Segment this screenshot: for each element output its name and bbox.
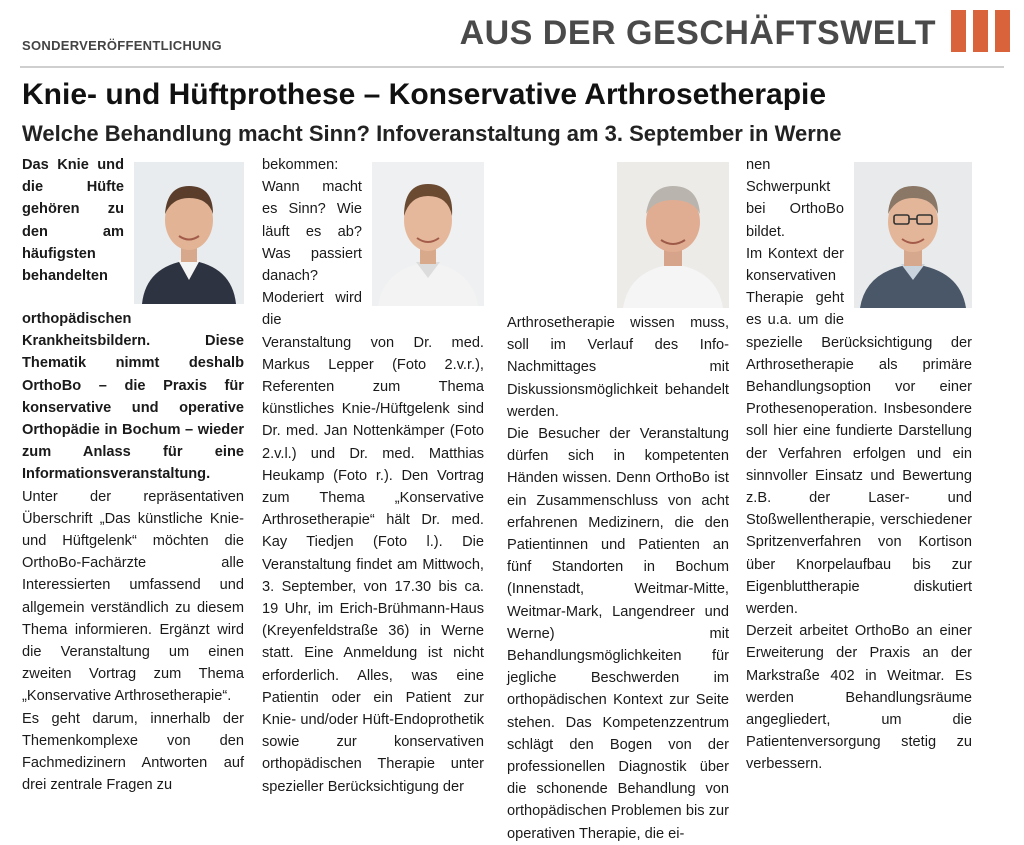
article-paragraph: Derzeit arbeitet OrthoBo an einer Erweiterung der Praxis an der Markstraße 402 in Weitmar. Es werden Behandlungsräume angegliedert, um die Patientenversorgung stetig zu verbessern. [746,623,972,773]
article-column-1 [22,154,244,794]
portrait-man-3 [617,162,729,308]
article-paragraph: nen Schwerpunkt bei OrthoBo bildet. [746,157,844,240]
section-accent-bars [951,10,1010,52]
portrait-man-2 [372,162,484,306]
article-subheadline: Welche Behandlung macht Sinn? Infoveranstaltung am 3. September in Werne [22,121,842,146]
header-divider [20,66,1004,68]
article-paragraph: Es geht darum, innerhalb der Themenkomplexe von den Fachmedizinern Antworten auf drei zentrale Fragen zu [22,710,244,794]
portrait-man-4 [854,162,972,308]
accent-bar [973,10,988,52]
article-column-4 [746,154,972,784]
portrait-photo [854,162,972,308]
article-paragraph: Im Kontext der konservativen Therapie geht es u.a. um die spezielle Berücksichtigung der Arthrosetherapie als primäre Behandlungsoption vor einer Prothesenoperation. Insbesondere soll hier eine fundierte Darstellung der Verfahren erfolgen und ein sinnvoller Einsatz und Bewertung z.B. der Laser- und Stoßwellentherapie, verschiedener Spritzenverfahren von Kortison über Knorpelaufbau bis zur Eigenbluttherapie diskutiert werden. [746,245,972,618]
article-headline: Knie- und Hüftprothese – Konservative Arthrosetherapie [22,78,827,111]
article-paragraph: Arthrosetherapie wissen muss, soll im Verlauf des Info-Nachmittages mit Diskussionsmöglichkeit behandelt werden. [507,315,729,420]
article-column-2 [262,154,484,795]
section-title: AUS DER GESCHÄFTSWELT [459,14,936,52]
portrait-photo [617,162,729,308]
article-paragraph: Die Besucher der Veranstaltung dürfen sich in kompetenten Händen wissen. Denn OrthoBo ist ein Zusammenschluss von acht erfahrenen Medizinern, die den Patientinnen und Patienten an fünf Standorten in Bochum (Innenstadt, Weitmar-Mitte, Weitmar-Mark, Langendreer und Werne) mit Behandlungsmöglichkeiten für jegliche Beschwerden im orthopädischen Kontext zur Seite stehen. Das Kompetenzzentrum schlägt den Bogen von der professionellen Diagnostik über die schonende Behandlung von orthopädischen Problemen bis zur operativen Therapie, die ei- [507,426,729,842]
accent-bar [951,10,966,52]
portrait-photo [372,162,484,306]
special-publication-label: SONDERVERÖFFENTLICHUNG [22,38,222,53]
page-header [0,0,1024,64]
article-column-3 [507,154,729,842]
article-lead: Das Knie und die Hüfte gehören zu den am häufigsten behandelten orthopädischen Krankheitsbildern. Diese Thematik nimmt deshalb OrthoBo – die Praxis für konservative und operative Orthopädie in Bochum – wieder zum Anlass für eine Informationsveranstaltung. [22,157,244,483]
portrait-man-1 [134,162,244,304]
article-paragraph: Unter der repräsentativen Überschrift „Das künstliche Knie- und Hüftgelenk“ möchten die OrthoBo-Fachärzte alle Interessierten umfassend und allgemein verständlich zu diesem Thema informieren. Ergänzt wird die Veranstaltung um einen zweiten Vortrag zum Thema „Konservative Arthrosetherapie“. [22,488,244,705]
accent-bar [995,10,1010,52]
portrait-photo [134,162,244,304]
article-paragraph: bekommen: Wann macht es Sinn? Wie läuft es ab? Was passiert danach? Moderiert wird die Veranstaltung von Dr. med. Markus Lepper (Foto 2.v.r.), Referenten zum Thema künstliches Knie-/Hüftgelenk sind Dr. med. Jan Nottenkämper (Foto 2.v.l.) und Dr. med. Matthias Heukamp (Foto r.). Den Vortrag zum Thema „Konservative Arthrosetherapie“ hält Dr. med. Kay Tiedjen (Foto l.). Die Veranstaltung findet am Mittwoch, 3. September, von 17.30 bis ca. 19 Uhr, im Erich-Brühmann-Haus (Kreyenfeldstraße 36) in Werne statt. Eine Anmeldung ist nicht erforderlich. Alles, was eine Patientin oder ein Patient zur Knie- und/oder Hüft-Endoprothetik sowie zur konservativen orthopädischen Therapie unter spezieller Berücksichtigung der [262,157,484,795]
